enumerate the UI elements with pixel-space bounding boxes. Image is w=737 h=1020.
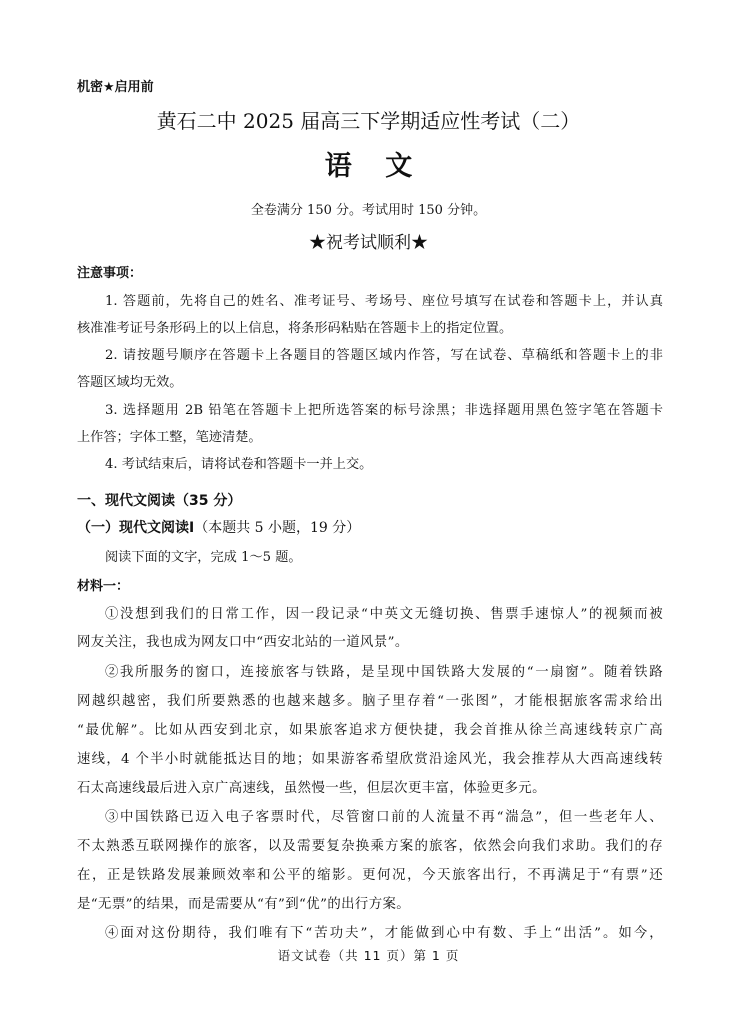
passage-line: 石太高速线最后进入京广高速线，虽然慢一些，但层次更丰富，体验更多元。 [77, 781, 546, 796]
passage-line: ③中国铁路已迈入电子客票时代，尽管窗口前的人流量不再“湍急”，但一些老年人、 [105, 810, 663, 825]
passage-line: ②我所服务的窗口，连接旅客与铁路，是呈现中国铁路大发展的“一扇窗”。随着铁路 [105, 665, 663, 680]
notice-line: 核准准考证号条形码上的以上信息，将条形码粘贴在答题卡上的指定位置。 [77, 321, 513, 336]
reading-instruction: 阅读下面的文字，完成 1～5 题。 [105, 550, 302, 565]
passage-line: 是“无票”的结果，而是需要从“有”到“优”的出行方案。 [77, 897, 411, 912]
passage-line: 网友关注，我也成为网友口中“西安北站的一道风景”。 [77, 635, 409, 650]
passage-line: 在，正是铁路发展兼顾效率和公平的缩影。更何况，今天旅客出行，不再满足于“有票”还 [77, 868, 663, 883]
notice-line: 4. 考试结束后，请将试卷和答题卡一并上交。 [105, 457, 373, 472]
passage-line: ④面对这份期待，我们唯有下“苦功夫”，才能做到心中有数、手上“出活”。如今， [105, 926, 663, 941]
notice-line: 3. 选择题用 2B 铅笔在答题卡上把所选答案的标号涂黑；非选择题用黑色签字笔在答题卡 [105, 403, 663, 418]
passage-line: 不太熟悉互联网操作的旅客，以及需要复杂换乘方案的旅客，依然会向我们求助。我们的存 [77, 839, 663, 854]
notice-heading: 注意事项： [77, 266, 143, 281]
notice-line: 上作答；字体工整，笔迹清楚。 [77, 430, 262, 445]
passage-line: ①没想到我们的日常工作，因一段记录“中英文无缝切换、售票手速惊人”的视频而被 [105, 607, 663, 622]
notice-line: 1. 答题前，先将自己的姓名、准考证号、考场号、座位号填写在试卷和答题卡上，并认真 [105, 294, 663, 309]
section-heading: 一、现代文阅读（35 分） [77, 493, 242, 509]
wish-line: ★祝考试顺利★ [309, 233, 428, 253]
passage-line: “最优解”。比如从西安到北京，如果旅客追求方便快捷，我会首推从徐兰高速线转京广高 [77, 723, 663, 738]
material-label: 材料一： [77, 579, 130, 594]
subject-title: 语 文 [324, 151, 425, 182]
sub-section-heading [77, 517, 360, 537]
passage-line: 网越织越密，我们所要熟悉的也越来越多。脑子里存着“一张图”，才能根据旅客需求给出 [77, 694, 663, 709]
exam-title: 黄石二中 2025 届高三下学期适应性考试（二） [156, 109, 581, 133]
notice-line: 答题区域均无效。 [77, 375, 183, 390]
sub-section-score: （本题共 5 小题，19 分） [194, 520, 361, 536]
confidential-label: 机密★启用前 [77, 80, 154, 95]
notice-line: 2. 请按题号顺序在答题卡上各题目的答题区域内作答，写在试卷、草稿纸和答题卡上的非 [105, 348, 663, 363]
sub-section-title: （一）现代文阅读Ⅰ [77, 520, 195, 536]
score-info: 全卷满分 150 分。考试用时 150 分钟。 [250, 203, 487, 218]
page-footer: 语文试卷（共 11 页）第 1 页 [277, 948, 460, 963]
passage-line: 速线，4 个半小时就能抵达目的地；如果游客希望欣赏沿途风光，我会推荐从大西高速线转 [77, 752, 663, 767]
